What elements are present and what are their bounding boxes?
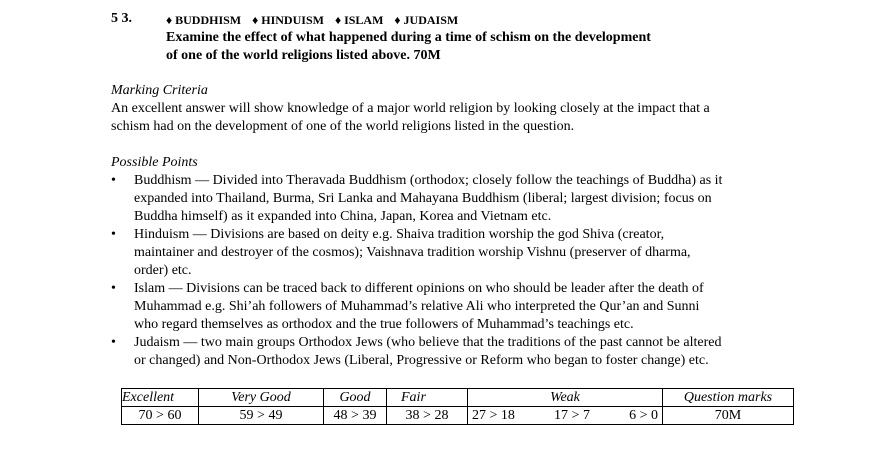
grade-table-values-row xyxy=(122,407,794,425)
marking-criteria-line-1: An excellent answer will show knowledge of a major world religion by looking closely at the impact that a xyxy=(111,101,710,116)
grade-value-weak-ranges: 27 > 18 17 > 7 6 > 0 xyxy=(472,408,658,423)
grade-header-weak: Weak xyxy=(468,389,663,407)
grade-header-excellent: Excellent xyxy=(122,389,199,407)
grade-header-good: Good xyxy=(324,389,387,407)
grade-table xyxy=(121,388,794,425)
grade-table-header-row xyxy=(122,389,794,407)
list-item: • Buddhism — Divided into Theravada Buddhism (orthodox; closely follow the teachings of Buddha) as it expanded into Thailand, Burma, Sri Lanka and Mahayana Buddhism (liberal; largest division; focus on Buddha himself) as it expanded into China, Japan, Korea and Vietnam etc. xyxy=(111,173,723,224)
list-item: • Hinduism — Divisions are based on deity e.g. Shaiva tradition worship the god Shiva (creator, maintainer and destroyer of the cosmos); Vaishnava tradition worship Vishnu (preserver of dharma, order) etc. xyxy=(111,227,691,278)
grade-header-fair: Fair xyxy=(387,389,468,407)
bullet-icon: • xyxy=(111,173,116,188)
question-text-line-2: of one of the world religions listed above. 70M xyxy=(166,48,441,63)
possible-points-list xyxy=(111,172,801,370)
diamond-icon: ♦ xyxy=(334,13,342,27)
religions-list xyxy=(166,11,651,29)
list-item: • Islam — Divisions can be traced back to different opinions on who should be leader after the death of Muhammad e.g. Shi’ah followers of Muhammad’s relative Ali who interpreted the Qur’an and Sunni who regard themselves as orthodox and the true followers of Muhammad’s teachings etc. xyxy=(111,281,704,332)
diamond-icon: ♦ xyxy=(394,13,401,27)
possible-points-section xyxy=(111,154,801,370)
bullet-icon: • xyxy=(111,227,116,242)
question-number: 5 3. xyxy=(111,11,132,26)
list-item: • Judaism — two main groups Orthodox Jews (who believe that the traditions of the past cannot be altered or changed) and Non-Orthodox Jews (Liberal, Progressive or Reform who began to foster change) etc. xyxy=(111,335,722,368)
religion-hinduism: ♦ HINDUISM xyxy=(252,13,324,27)
grade-header-question-marks: Question marks xyxy=(663,389,794,407)
question-block xyxy=(166,11,651,65)
bullet-icon: • xyxy=(111,281,116,296)
religion-buddhism: ♦ BUDDHISM xyxy=(166,13,242,27)
marking-criteria-line-2: schism had on the development of one of the world religions listed in the question. xyxy=(111,119,575,134)
grade-header-very-good: Very Good xyxy=(199,389,324,407)
grade-value-fair: 38 > 28 xyxy=(387,407,468,425)
religion-judaism: ♦ JUDAISM xyxy=(394,13,459,27)
religion-islam: ♦ ISLAM xyxy=(334,13,384,27)
grade-value-weak xyxy=(468,407,663,425)
possible-points-title: Possible Points xyxy=(111,155,198,170)
marking-criteria-section xyxy=(111,82,801,136)
diamond-icon: ♦ xyxy=(252,13,259,27)
grade-value-question-marks: 70M xyxy=(663,407,794,425)
diamond-icon: ♦ xyxy=(166,13,173,27)
grade-value-excellent: 70 > 60 xyxy=(122,407,199,425)
bullet-icon: • xyxy=(111,335,116,350)
marking-criteria-title: Marking Criteria xyxy=(111,83,208,98)
question-text-line-1: Examine the effect of what happened during a time of schism on the development xyxy=(166,30,651,45)
grade-value-very-good: 59 > 49 xyxy=(199,407,324,425)
grade-value-good: 48 > 39 xyxy=(324,407,387,425)
